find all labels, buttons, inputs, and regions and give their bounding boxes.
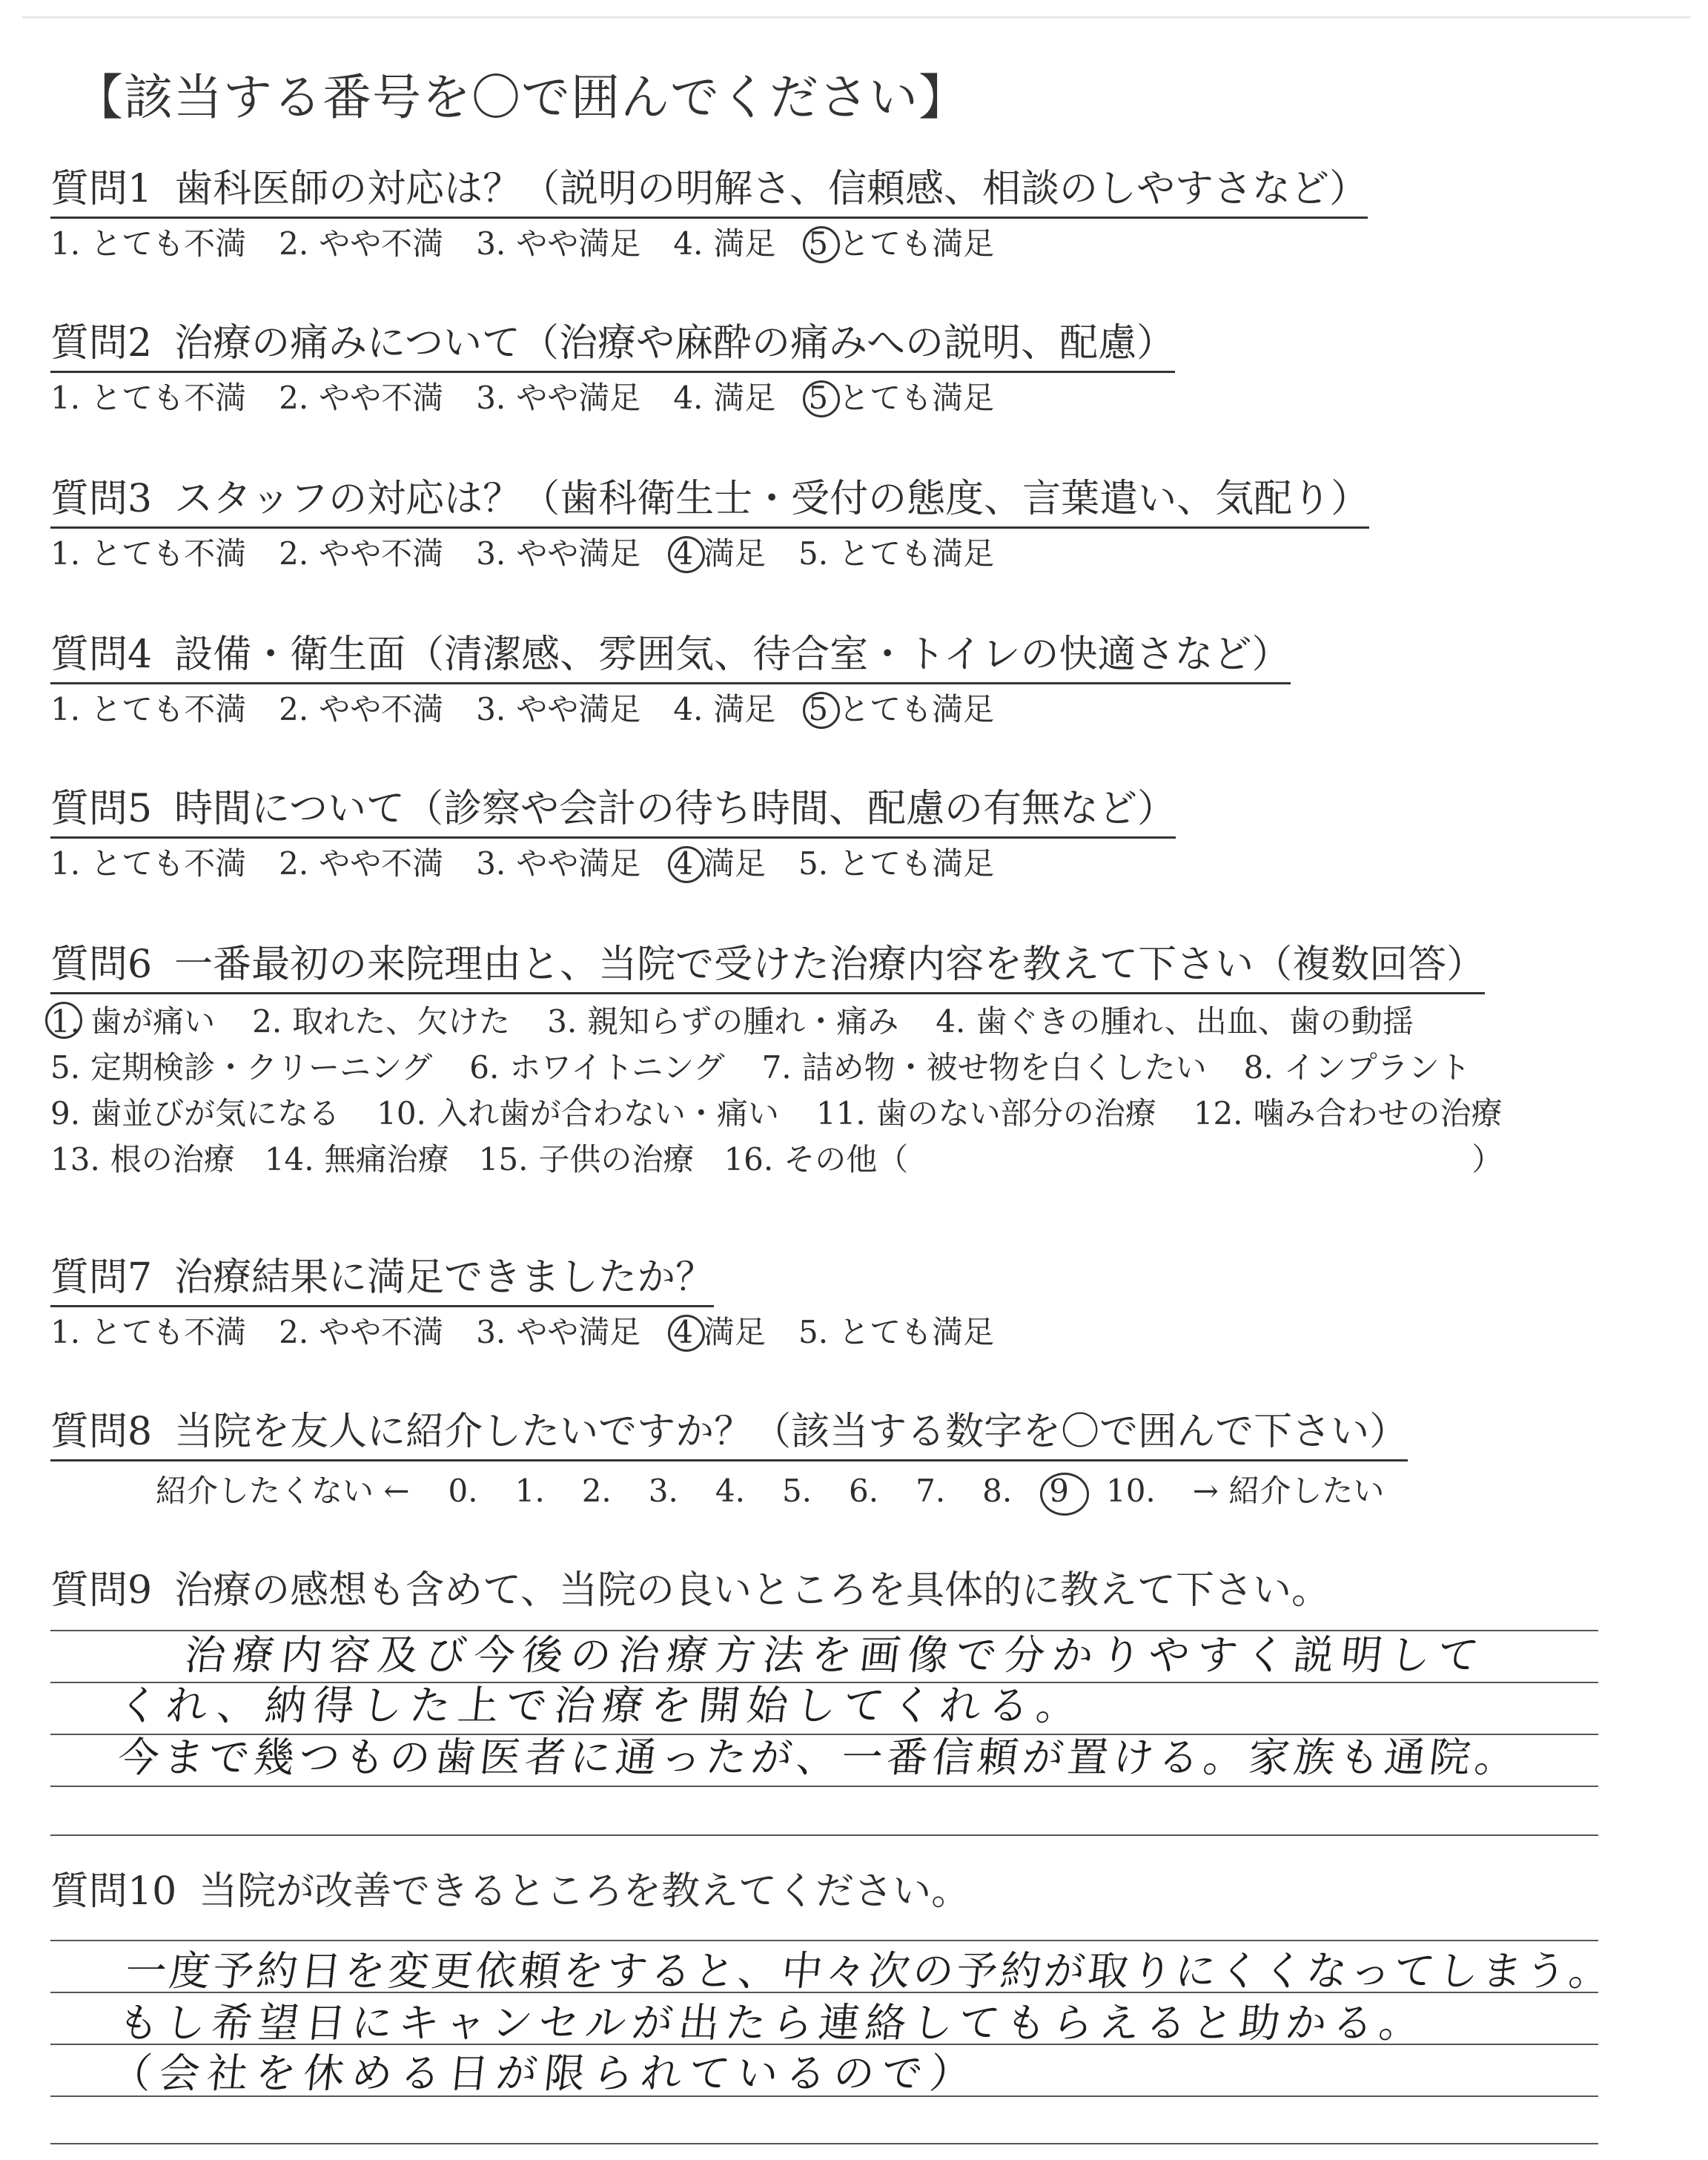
- option-number: 4.: [673, 380, 704, 416]
- option-number: 5.: [798, 845, 829, 882]
- option-label: やや不満: [319, 1314, 444, 1350]
- option-label: 歯並びが気になる: [90, 1095, 340, 1132]
- answer-option: [673, 689, 775, 730]
- option-number: 14.: [264, 1141, 314, 1178]
- option-number: 5: [808, 377, 828, 419]
- option-number: 8.: [1243, 1049, 1274, 1086]
- option-label: 満足: [704, 1314, 767, 1350]
- ruled-line: [50, 1834, 1598, 1836]
- ruled-line: [50, 2143, 1598, 2144]
- option-label: 根の治療: [110, 1141, 235, 1178]
- recommend-scale: [156, 1467, 1384, 1511]
- question-number: 質問5: [50, 787, 153, 831]
- question-number: 質問6: [50, 942, 153, 987]
- answer-option: [377, 1091, 779, 1137]
- option-label: 噛み合わせの治療: [1253, 1095, 1503, 1132]
- question-7: [50, 1253, 1027, 1353]
- question-number: 質問2: [50, 321, 153, 366]
- option-number: 4: [673, 843, 693, 885]
- option-label: とても満足: [838, 225, 995, 262]
- question-number: 質問10: [50, 1869, 177, 1914]
- option-number: 1.: [50, 691, 81, 727]
- answer-option: [279, 689, 443, 730]
- answer-option: [1194, 1091, 1503, 1137]
- page-title: 【該当する番号を〇で囲んでください】: [74, 69, 968, 126]
- option-label: 満足: [713, 225, 776, 262]
- question-text: 時間について（診察や会計の待ち時間、配慮の有無など）: [174, 787, 1176, 831]
- handwritten-line: もし希望日にキャンセルが出たら連絡してもらえると助かる。: [116, 1999, 1429, 2047]
- option-number: 7.: [761, 1049, 792, 1086]
- option-number: 5.: [798, 1314, 829, 1350]
- option-label: とても不満: [90, 535, 247, 572]
- answer-option: [547, 999, 898, 1045]
- option-label: 取れた、欠けた: [292, 1003, 511, 1040]
- option-number: 5.: [50, 1049, 81, 1086]
- option-label: とても不満: [90, 380, 247, 416]
- question-number: 質問7: [50, 1255, 153, 1300]
- question-header: [50, 475, 1369, 529]
- option-label: やや不満: [319, 535, 444, 572]
- question-text: 当院が改善できるところを教えてください。: [199, 1869, 970, 1914]
- answer-option: [50, 533, 246, 575]
- option-row: [50, 1137, 1540, 1183]
- answer-option: [1244, 1045, 1471, 1091]
- question-10: [50, 1867, 970, 1919]
- option-label: とても不満: [90, 1314, 247, 1350]
- scale-value: 8.: [982, 1473, 1013, 1509]
- scale-value: 6.: [849, 1473, 879, 1509]
- answer-option: [50, 1312, 246, 1353]
- question-text: 一番最初の来院理由と、当院で受けた治療内容を教えて下さい（複数回答）: [174, 942, 1486, 987]
- option-label: インプラント: [1283, 1049, 1471, 1086]
- answer-option-selected: [673, 533, 766, 575]
- option-number: 1.: [50, 380, 81, 416]
- answer-option: [50, 223, 246, 265]
- question-number: 質問9: [50, 1568, 153, 1613]
- option-number: 4.: [673, 225, 704, 262]
- answer-option: [476, 533, 640, 575]
- answer-option: [479, 1137, 695, 1183]
- option-label: やや不満: [319, 845, 444, 882]
- option-number: 1.: [50, 535, 81, 572]
- scale-value: 10.: [1105, 1473, 1156, 1509]
- answer-option: [476, 377, 640, 419]
- option-label: とても満足: [838, 691, 995, 727]
- answer-option: [50, 689, 246, 730]
- answer-option-selected: [673, 1312, 766, 1353]
- question-2: [50, 319, 1175, 419]
- option-label: とても満足: [838, 380, 995, 416]
- option-label: とても不満: [90, 691, 247, 727]
- question-4: [50, 630, 1291, 730]
- question-text: 当院を友人に紹介したいですか？（該当する数字を〇で囲んで下さい）: [174, 1410, 1409, 1454]
- question-8-header: [50, 1407, 1408, 1462]
- option-label: 入れ歯が合わない・痛い: [436, 1095, 779, 1132]
- option-number: 2.: [279, 225, 309, 262]
- option-number: 1.: [50, 845, 81, 882]
- option-label: やや満足: [516, 535, 641, 572]
- question-header: [50, 785, 1176, 839]
- answer-option: [936, 999, 1414, 1045]
- option-number: 5: [808, 223, 828, 265]
- answer-option: [816, 1091, 1156, 1137]
- option-number: 3.: [476, 380, 506, 416]
- question-number: 質問8: [50, 1410, 153, 1454]
- answer-option-selected: [808, 689, 994, 730]
- question-number: 質問1: [50, 167, 153, 211]
- option-label: ホワイトニング: [509, 1049, 725, 1086]
- scale-value: 4.: [715, 1473, 745, 1509]
- answer-option: [476, 843, 640, 885]
- option-number: 1.: [50, 1314, 81, 1350]
- option-label: やや満足: [516, 225, 641, 262]
- option-number: 15.: [478, 1141, 529, 1178]
- option-number: 2.: [279, 380, 309, 416]
- option-number: 2.: [279, 845, 309, 882]
- answer-options: [50, 377, 1175, 419]
- option-number: 4.: [936, 1003, 966, 1040]
- answer-option: [279, 223, 443, 265]
- option-number: 1.: [50, 999, 80, 1045]
- option-label: 歯のない部分の治療: [875, 1095, 1156, 1132]
- option-number: 4.: [673, 691, 704, 727]
- option-number: 3.: [547, 1003, 577, 1040]
- handwritten-line: 今まで幾つもの歯医者に通ったが、一番信頼が置ける。家族も通院。: [116, 1734, 1523, 1781]
- page-top-edge: [22, 16, 1690, 19]
- scale-value: 2.: [581, 1473, 612, 1509]
- answer-option: [476, 1312, 640, 1353]
- answer-option: [476, 689, 640, 730]
- option-number: 1.: [50, 225, 81, 262]
- question-number: 質問3: [50, 477, 153, 521]
- answer-option: [724, 1137, 908, 1183]
- question-6-header: [50, 940, 1485, 994]
- answer-options: [50, 689, 1291, 730]
- answer-option: [279, 533, 443, 575]
- other-close-paren: ）: [1472, 1141, 1503, 1178]
- answer-option: [50, 1137, 235, 1183]
- option-number: 2.: [252, 1003, 282, 1040]
- answer-options: [50, 843, 1176, 885]
- option-number: 5.: [798, 535, 829, 572]
- option-label: とても満足: [838, 1314, 995, 1350]
- answer-option: [265, 1137, 449, 1183]
- option-number: 3.: [476, 691, 506, 727]
- option-number: 12.: [1193, 1095, 1243, 1132]
- option-number: 11.: [815, 1095, 866, 1132]
- option-label: 満足: [704, 535, 767, 572]
- question-text: 設備・衛生面（清潔感、雰囲気、待合室・トイレの快適さなど）: [174, 633, 1291, 677]
- ruled-line: [50, 1786, 1598, 1787]
- option-label: 満足: [704, 845, 767, 882]
- scale-left-label: 紹介したくない ←: [156, 1473, 410, 1509]
- option-number: 6.: [469, 1049, 500, 1086]
- option-number: 2.: [279, 535, 309, 572]
- scale-value: 3.: [648, 1473, 678, 1509]
- question-9-header: [50, 1566, 1330, 1618]
- option-number: 4: [673, 1312, 693, 1353]
- option-label: 満足: [713, 380, 776, 416]
- answer-option: [673, 223, 775, 265]
- scale-value: 1.: [514, 1473, 545, 1509]
- answer-option: [798, 843, 994, 885]
- option-row: [50, 1091, 1540, 1137]
- question-header: [50, 165, 1368, 219]
- option-label: やや満足: [516, 691, 641, 727]
- question-number: 質問4: [50, 633, 153, 677]
- question-1: [50, 165, 1368, 265]
- option-number: 16.: [724, 1141, 774, 1178]
- answer-option: [50, 377, 246, 419]
- option-label: 子供の治療: [538, 1141, 695, 1178]
- answer-option-selected: [808, 377, 994, 419]
- option-label: とても満足: [838, 535, 995, 572]
- option-label: 満足: [713, 691, 776, 727]
- answer-option: [252, 999, 510, 1045]
- answer-option-selected: [673, 843, 766, 885]
- question-10-header: [50, 1867, 970, 1919]
- option-number: 13.: [50, 1141, 100, 1178]
- question-header: [50, 1253, 714, 1307]
- answer-option: [469, 1045, 724, 1091]
- answer-option: [50, 1045, 432, 1091]
- handwritten-line: くれ、納得した上で治療を開始してくれる。: [116, 1682, 1088, 1729]
- answer-option: [798, 1312, 994, 1353]
- option-number: 2.: [279, 1314, 309, 1350]
- question-text: 治療の感想も含めて、当院の良いところを具体的に教えて下さい。: [174, 1568, 1331, 1613]
- answer-option: [279, 843, 443, 885]
- option-label: 定期検診・クリーニング: [90, 1049, 433, 1086]
- option-label: やや不満: [319, 691, 444, 727]
- option-number: 3.: [476, 535, 506, 572]
- option-label: やや満足: [516, 1314, 641, 1350]
- question-3: [50, 475, 1369, 575]
- answer-option-selected: [50, 999, 215, 1045]
- question-8: [50, 1407, 1408, 1462]
- answer-option-selected: [808, 223, 994, 265]
- option-row: [50, 1045, 1540, 1091]
- question-text: スタッフの対応は？（歯科衛生士・受付の態度、言葉遣い、気配り）: [174, 477, 1370, 521]
- answer-option: [279, 1312, 443, 1353]
- option-number: 3.: [476, 225, 506, 262]
- question-text: 歯科医師の対応は？（説明の明解さ、信頼感、相談のしやすさなど）: [174, 167, 1368, 211]
- option-label: 親知らずの腫れ・痛み: [587, 1003, 899, 1040]
- option-row: [50, 999, 1540, 1045]
- option-label: 無痛治療: [324, 1141, 449, 1178]
- option-number: 3.: [476, 845, 506, 882]
- option-label: やや満足: [516, 380, 641, 416]
- option-label: やや不満: [319, 380, 444, 416]
- question-6: [50, 940, 1540, 1183]
- scale-value: 7.: [916, 1473, 946, 1509]
- scale-value: 9: [1049, 1473, 1069, 1509]
- scale-value: 0.: [448, 1473, 478, 1509]
- question-9: [50, 1566, 1330, 1618]
- option-number: 3.: [476, 1314, 506, 1350]
- option-label: とても不満: [90, 225, 247, 262]
- answer-option: [279, 377, 443, 419]
- question-text: 治療の痛みについて（治療や麻酔の痛みへの説明、配慮）: [174, 321, 1176, 366]
- question-6-options: [50, 999, 1540, 1183]
- question-header: [50, 319, 1175, 373]
- answer-options: [50, 223, 1368, 265]
- answer-options: [50, 533, 1369, 575]
- question-text: 治療結果に満足できましたか？: [174, 1255, 715, 1300]
- option-number: 9.: [50, 1095, 81, 1132]
- option-label: やや満足: [516, 845, 641, 882]
- option-label: 歯ぐきの腫れ、出血、歯の動揺: [976, 1003, 1414, 1040]
- answer-option: [476, 223, 640, 265]
- option-label: 詰め物・被せ物を白くしたい: [801, 1049, 1207, 1086]
- question-5: [50, 785, 1176, 885]
- option-number: 10.: [377, 1095, 426, 1132]
- option-number: 2.: [279, 691, 309, 727]
- option-number: 4: [673, 533, 693, 575]
- answer-option: [673, 377, 775, 419]
- scale-right-label: → 紹介したい: [1192, 1473, 1385, 1509]
- option-label: 歯が痛い: [90, 1003, 216, 1040]
- option-number: 5: [808, 689, 828, 730]
- option-label: とても満足: [838, 845, 995, 882]
- option-label: とても不満: [90, 845, 247, 882]
- answer-option: [50, 1091, 340, 1137]
- option-label: その他（: [784, 1141, 909, 1178]
- option-label: やや不満: [319, 225, 444, 262]
- scale-value: 5.: [781, 1473, 812, 1509]
- handwritten-line: 治療内容及び今後の治療方法を画像で分かりやすく説明して: [182, 1631, 1489, 1679]
- handwritten-line: （会社を休める日が限られているので）: [108, 2050, 981, 2097]
- answer-option: [762, 1045, 1207, 1091]
- question-header: [50, 630, 1291, 684]
- handwritten-line: 一度予約日を変更依頼をすると、中々次の予約が取りにくくなってしまう。: [123, 1947, 1615, 1995]
- answer-option: [50, 843, 246, 885]
- answer-options: [50, 1312, 1027, 1353]
- answer-option: [798, 533, 994, 575]
